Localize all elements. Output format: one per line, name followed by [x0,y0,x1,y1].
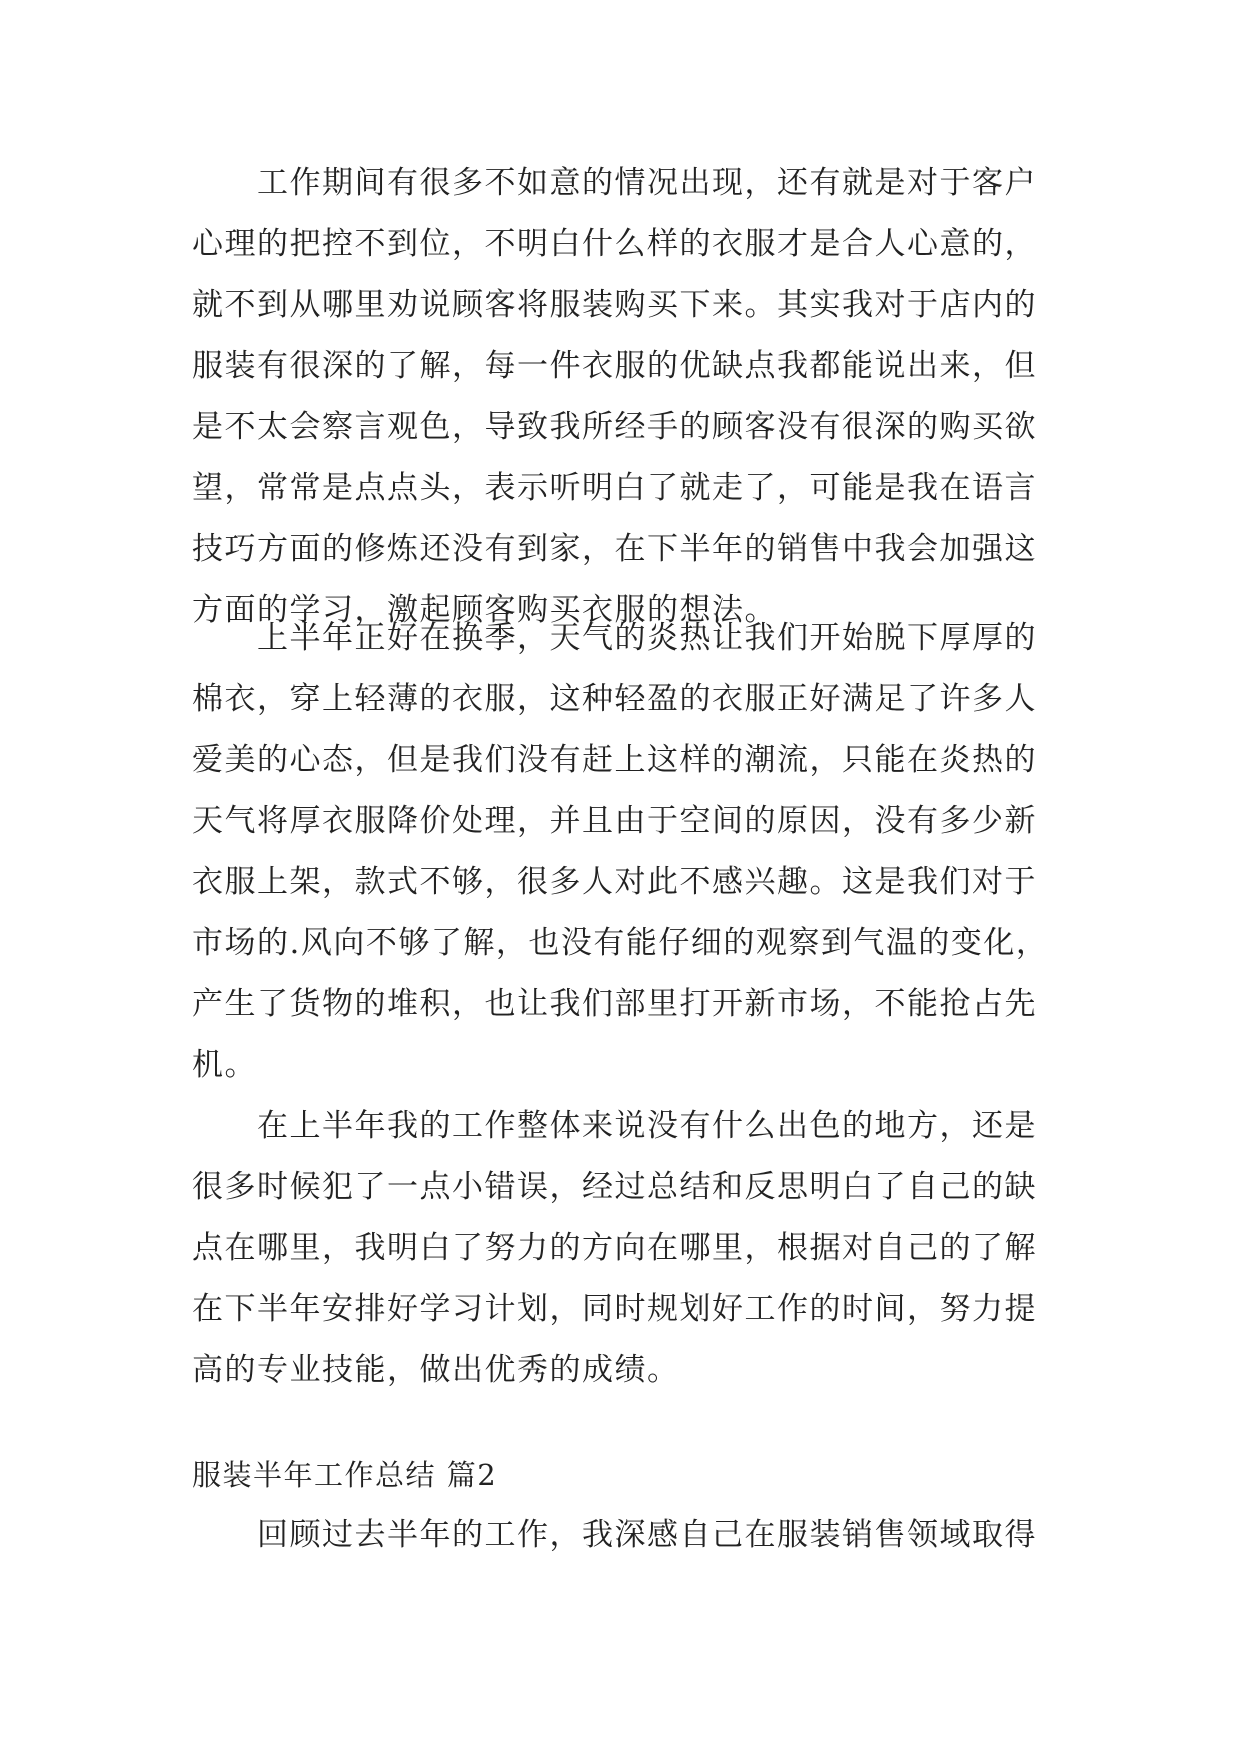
paragraph-line: 很多时候犯了一点小错误，经过总结和反思明白了自己的缺 [192,1169,1037,1205]
paragraph-line: 回顾过去半年的工作，我深感自己在服装销售领域取得 [192,1517,1037,1553]
paragraph-4 [192,1505,1052,1566]
paragraph-line: 点在哪里，我明白了努力的方向在哪里，根据对自己的了解 [192,1230,1037,1266]
paragraph-line: 棉衣，穿上轻薄的衣服，这种轻盈的衣服正好满足了许多人 [192,681,1037,717]
paragraph-line: 高的专业技能，做出优秀的成绩。 [192,1352,680,1388]
paragraph-line: 上半年正好在换季，天气的炎热让我们开始脱下厚厚的 [192,620,1037,656]
paragraph-line: 在下半年安排好学习计划，同时规划好工作的时间，努力提 [192,1291,1037,1327]
paragraph-line: 天气将厚衣服降价处理，并且由于空间的原因，没有多少新 [192,803,1037,839]
paragraph-line: 是不太会察言观色，导致我所经手的顾客没有很深的购买欲 [192,409,1037,445]
section-heading: 服装半年工作总结 篇2 [192,1458,498,1492]
paragraph-1 [192,153,1052,641]
paragraph-line: 方面的学习，激起顾客购买衣服的想法。 [192,592,777,628]
paragraph-2 [192,608,1052,1096]
paragraph-line: 服装有很深的了解，每一件衣服的优缺点我都能说出来，但 [192,348,1037,384]
paragraph-3 [192,1096,1052,1401]
paragraph-line: 望，常常是点点头，表示听明白了就走了，可能是我在语言 [192,470,1037,506]
paragraph-line: 技巧方面的修炼还没有到家，在下半年的销售中我会加强这 [192,531,1037,567]
paragraph-line: 工作期间有很多不如意的情况出现，还有就是对于客户 [192,165,1037,201]
paragraph-line: 心理的把控不到位，不明白什么样的衣服才是合人心意的， [192,226,1037,262]
paragraph-line: 市场的.风向不够了解，也没有能仔细的观察到气温的变化， [192,925,1049,961]
paragraph-line: 爱美的心态，但是我们没有赶上这样的潮流，只能在炎热的 [192,742,1037,778]
paragraph-line: 就不到从哪里劝说顾客将服装购买下来。其实我对于店内的 [192,287,1037,323]
paragraph-line: 机。 [192,1047,257,1083]
paragraph-line: 产生了货物的堆积，也让我们部里打开新市场，不能抢占先 [192,986,1037,1022]
paragraph-line: 衣服上架，款式不够，很多人对此不感兴趣。这是我们对于 [192,864,1037,900]
paragraph-line: 在上半年我的工作整体来说没有什么出色的地方，还是 [192,1108,1037,1144]
